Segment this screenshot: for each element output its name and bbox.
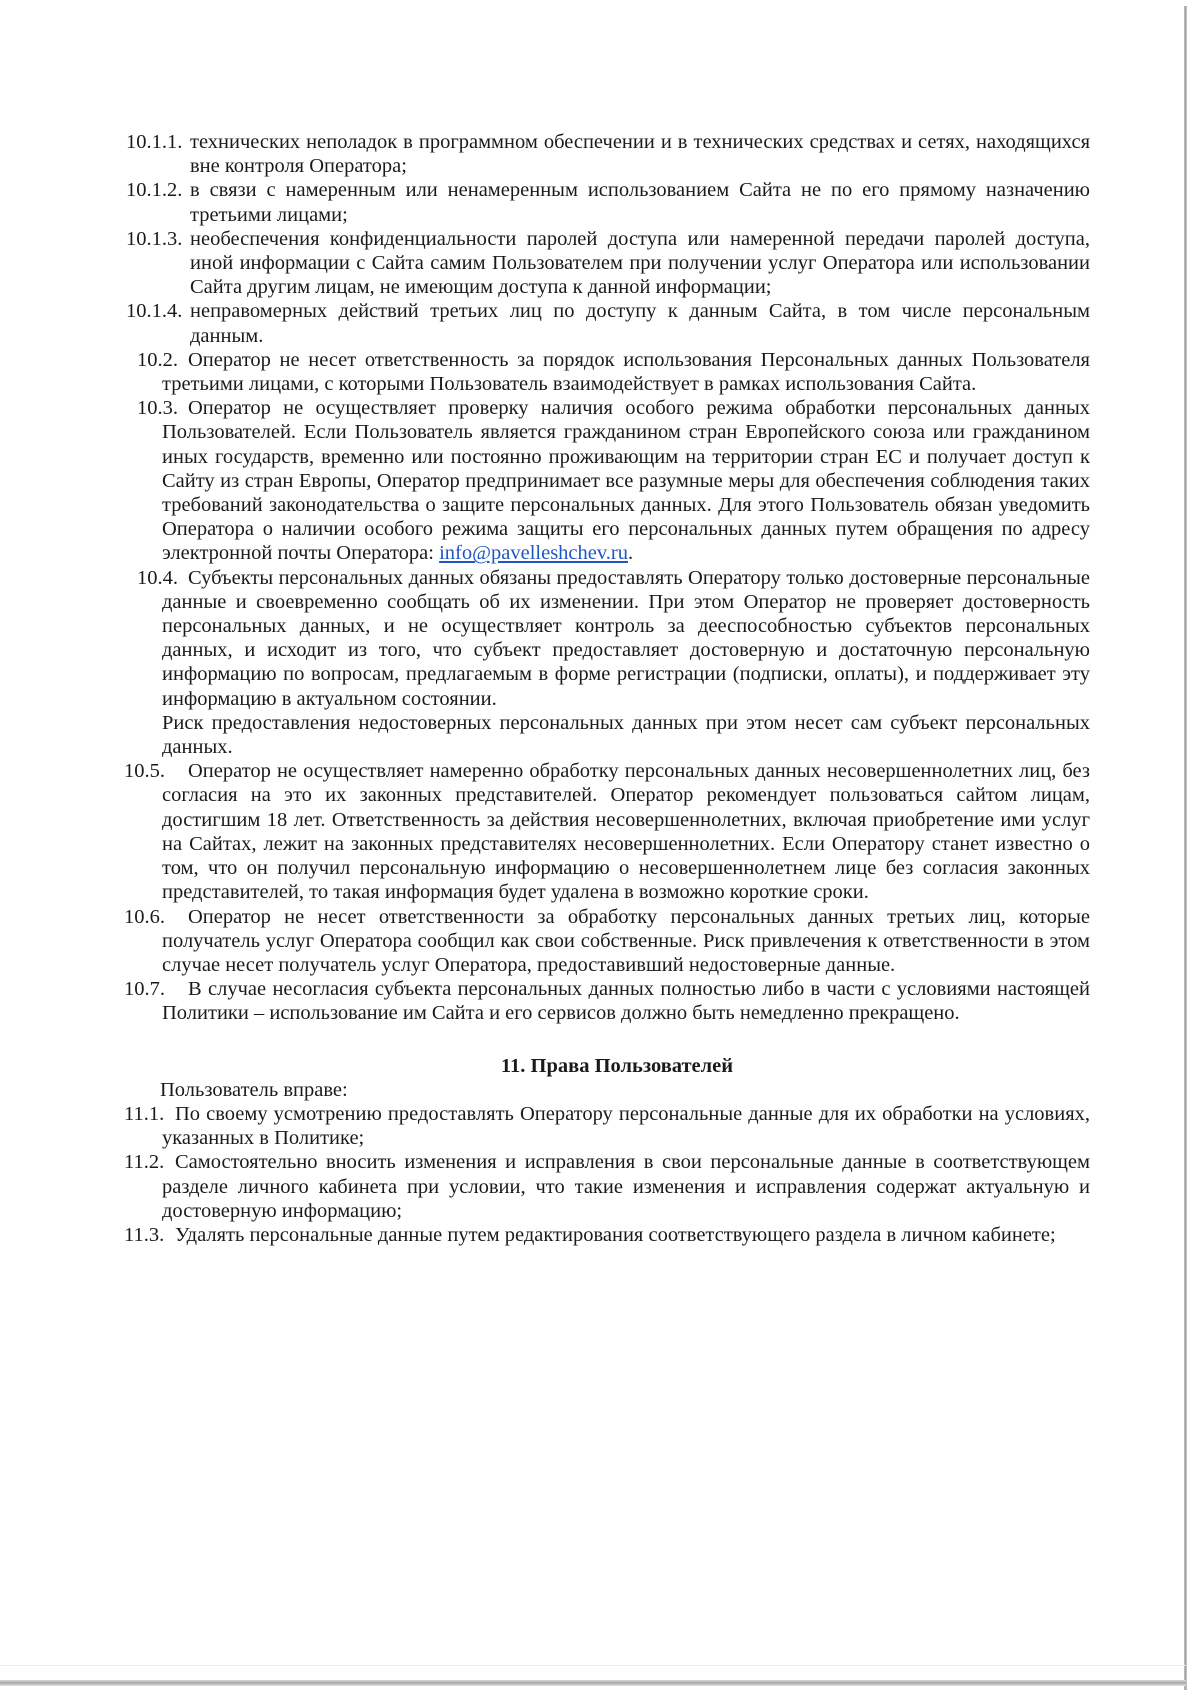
clause-text: Самостоятельно вносить изменения и исправления в свои персональные данные в соответствующем разделе личного кабинета при условии, что такие изменения и исправления содержат актуальную и достоверную информацию; [162, 1151, 1090, 1222]
clause-10-3 [124, 396, 1090, 565]
clause-10-6 [124, 905, 1090, 978]
clause-number: 10.6. [124, 905, 165, 928]
clause-number: 10.4. [137, 566, 178, 589]
clause-10-5 [124, 759, 1090, 904]
clause-number: 10.1.2. [126, 179, 183, 202]
clause-number: 10.1.4. [126, 300, 183, 323]
clause-11-2 [124, 1150, 1090, 1223]
clause-text-end: . [628, 542, 634, 565]
clause-10-1-1 [124, 130, 1090, 178]
scan-page-edge-right [1184, 6, 1187, 1690]
clause-text: необеспечения конфиденциальности паролей доступа или намеренной передачи паролей доступа, иной информации с Сайта самим Пользователем при получении услуг Оператора или использовании Сайта другим лицам, не имеющим доступа к данной информации; [190, 227, 1090, 299]
clause-10-7 [124, 977, 1090, 1025]
clause-text: Оператор не несет ответственность за порядок использования Персональных данных Пользователя третьими лицами, с которыми Пользователь взаимодействует в рамках использования Сайта. [162, 348, 1090, 396]
clause-number: 11.3. [124, 1223, 165, 1246]
clause-extra-paragraph: Риск предоставления недостоверных персональных данных при этом несет сам субъект персональных данных. [162, 711, 1090, 759]
clause-10-1-2 [124, 178, 1090, 226]
section-intro: Пользователь вправе: [160, 1078, 348, 1101]
clause-10-4 [124, 566, 1090, 760]
clause-number: 10.1.1. [126, 131, 183, 153]
clause-text-body: Оператор не осуществляет проверку наличия особого режима обработки персональных данных Пользователей. Если Пользователь является гражданином стран Европейского союза или гражданином иных государств, временно или постоянно проживающим на территории стран ЕС и получает доступ к Сайту из стран Европы, Оператор предпринимает все разумные меры для обеспечения соблюдения таких требований законодательства о защите персональных данных. Для этого Пользователь обязан уведомить Оператора о наличии особого режима защиты его персональных данных путем обращения по адресу электронной почты Оператора: [162, 397, 1090, 565]
email-link[interactable]: info@pavelleshchev.ru [439, 542, 628, 565]
clause-text: Субъекты персональных данных обязаны предоставлять Оператору только достоверные персональные данные и своевременно сообщать об их изменении. При этом Оператор не проверяет достоверность персональных данных, и не осуществляет контроль за дееспособностью субъектов персональных данных, и исходит из того, что субъект предоставляет достоверную и достаточную персональную информацию по вопросам, предлагаемым в форме регистрации (подписки, оплаты), и поддерживает эту информацию в актуальном состоянии. [162, 566, 1090, 710]
clause-text: неправомерных действий третьих лиц по доступу к данным Сайта, в том числе персональным данным. [190, 300, 1090, 347]
section-heading-11: 11. Права Пользователей [500, 1054, 734, 1077]
clause-text: В случае несогласия субъекта персональных данных полностью либо в части с условиями настоящей Политики – использование им Сайта и его сервисов должно быть немедленно прекращено. [162, 978, 1090, 1025]
clause-text: По своему усмотрению предоставлять Оператору персональные данные для их обработки на условиях, указанных в Политике; [162, 1102, 1090, 1150]
clause-number: 10.7. [124, 978, 165, 1001]
clause-number: 10.2. [137, 348, 178, 371]
clause-10-2 [124, 348, 1090, 396]
document-body [124, 130, 1090, 1247]
clause-number: 10.1.3. [126, 227, 183, 250]
clause-11-1 [124, 1102, 1090, 1150]
clause-10-1-3 [124, 227, 1090, 300]
clause-11-3 [124, 1223, 1090, 1247]
clause-text: технических неполадок в программном обеспечении и в технических средствах и сетях, находящихся вне контроля Оператора; [190, 131, 1090, 178]
scan-page-edge-faint [0, 1665, 1186, 1666]
clause-number: 11.2. [124, 1151, 165, 1174]
clause-number: 10.5. [124, 760, 165, 783]
clause-text: Оператор не осуществляет намеренно обработку персональных данных несовершеннолетних лиц, без согласия на это их законных представителей. Оператор рекомендует пользоваться сайтом лицам, достигшим 18 лет. Ответственность за действия несовершеннолетних, включая приобретение ими услуг на Сайтах, лежит на законных представителях несовершеннолетних. Если Оператору станет известно о том, что он получил персональную информацию о несовершеннолетнем лице без согласия законных представителей, то такая информация будет удалена в возможно короткие сроки. [162, 760, 1090, 904]
clause-number: 10.3. [137, 397, 178, 420]
clause-text [162, 396, 1090, 565]
clause-number: 11.1. [124, 1102, 165, 1125]
clause-text: Удалять персональные данные путем редактирования соответствующего раздела в личном кабинете; [175, 1223, 1056, 1246]
clause-10-1-4 [124, 299, 1090, 347]
clause-text: Оператор не несет ответственности за обработку персональных данных третьих лиц, которые получатель услуг Оператора сообщил как свои собственные. Риск привлечения к ответственности в этом случае несет получатель услуг Оператора, предоставивший недостоверные данные. [162, 905, 1090, 976]
clause-text: в связи с намеренным или ненамеренным использованием Сайта не по его прямому назначению третьими лицами; [190, 179, 1090, 226]
scan-page-edge-bottom [0, 1680, 1186, 1686]
